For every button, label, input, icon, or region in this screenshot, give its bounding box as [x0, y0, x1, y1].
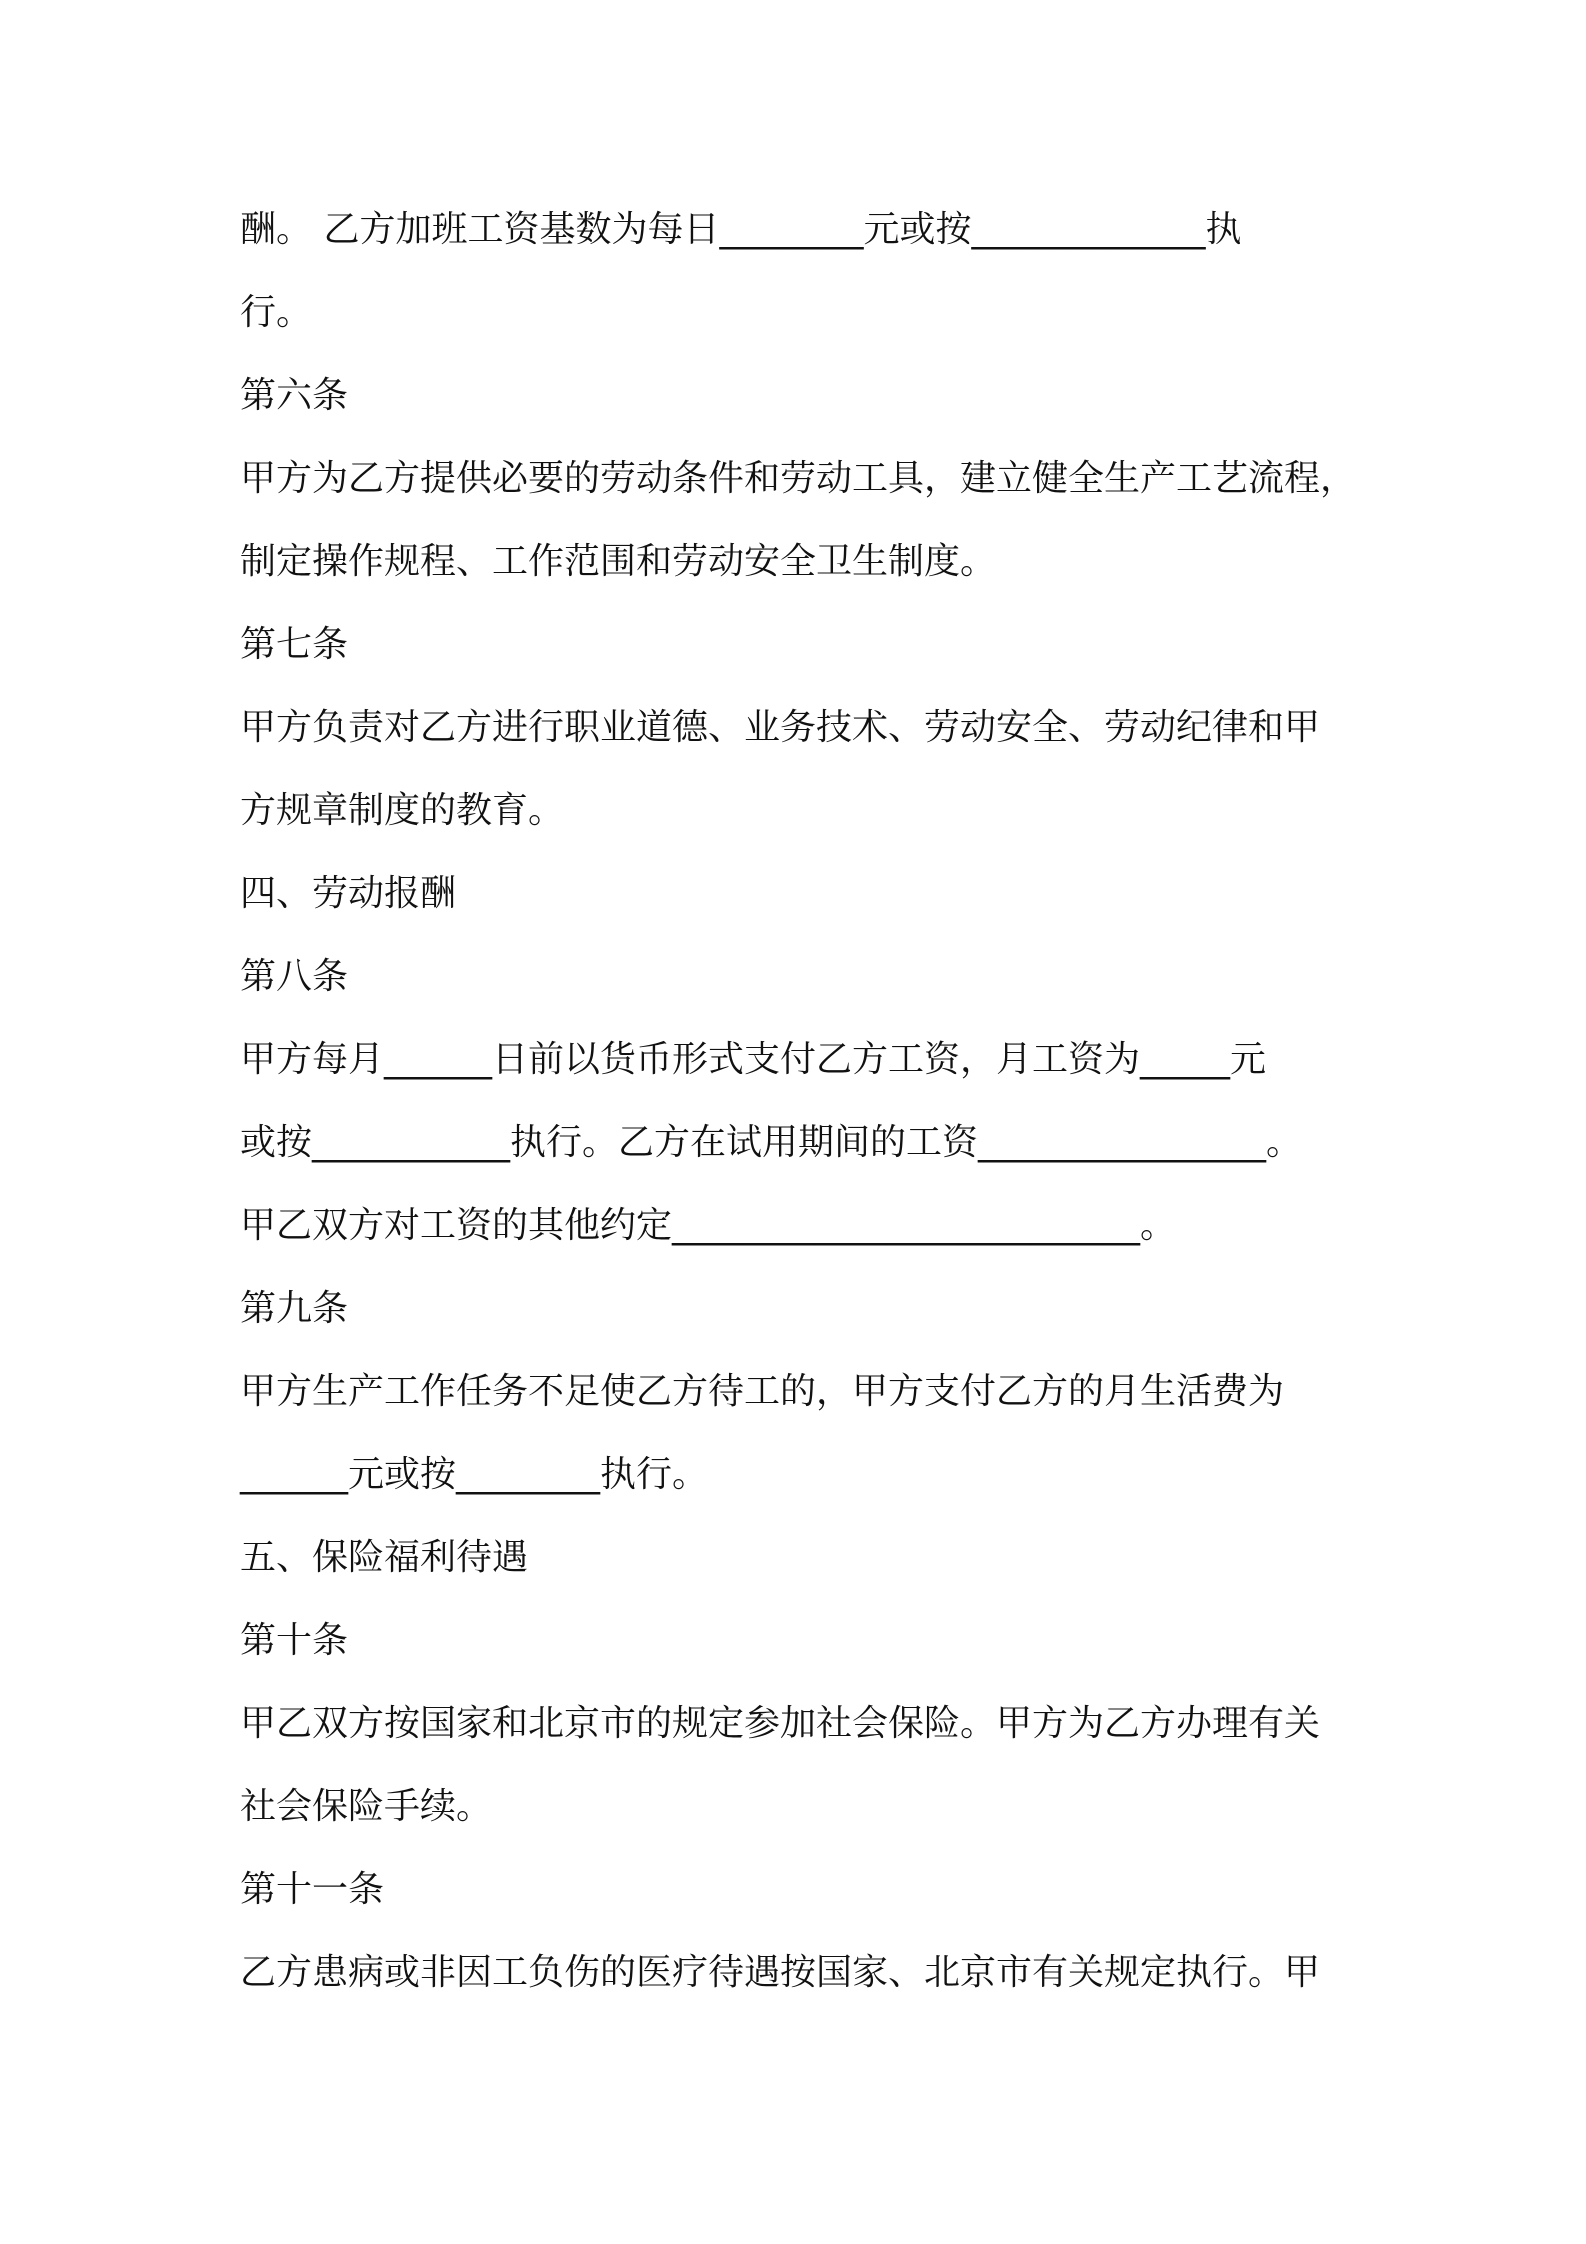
article-heading: 第十条 — [240, 1620, 349, 1661]
text-line: 甲方每月______日前以货币形式支付乙方工资，月工资为_____元 — [240, 1039, 1267, 1080]
section-heading: 五、保险福利待遇 — [240, 1537, 529, 1578]
article-heading: 第八条 — [240, 956, 349, 997]
text-line: 酬。 乙方加班工资基数为每日________元或按_____________执 — [240, 209, 1242, 250]
text-line: ______元或按________执行。 — [240, 1454, 709, 1495]
article-heading: 第七条 — [240, 624, 349, 665]
text-line: 乙方患病或非因工负伤的医疗待遇按国家、北京市有关规定执行。甲 — [240, 1952, 1321, 1993]
article-heading: 第十一条 — [240, 1869, 385, 1910]
text-line: 甲方负责对乙方进行职业道德、业务技术、劳动安全、劳动纪律和甲 — [240, 707, 1321, 748]
article-heading: 第六条 — [240, 375, 349, 416]
text-line: 甲乙双方按国家和北京市的规定参加社会保险。甲方为乙方办理有关 — [240, 1703, 1321, 1744]
text-line: 方规章制度的教育。 — [240, 790, 565, 831]
text-line: 甲乙双方对工资的其他约定__________________________。 — [240, 1205, 1177, 1246]
text-line: 制定操作规程、工作范围和劳动安全卫生制度。 — [240, 541, 997, 582]
text-line: 甲方为乙方提供必要的劳动条件和劳动工具，建立健全生产工艺流程， — [240, 458, 1357, 499]
text-line: 或按___________执行。乙方在试用期间的工资________________。 — [240, 1122, 1303, 1163]
article-heading: 第九条 — [240, 1288, 349, 1329]
section-heading: 四、劳动报酬 — [240, 873, 457, 914]
text-line: 社会保险手续。 — [240, 1786, 493, 1827]
text-line: 行。 — [240, 292, 313, 333]
text-line: 甲方生产工作任务不足使乙方待工的，甲方支付乙方的月生活费为 — [240, 1371, 1285, 1412]
